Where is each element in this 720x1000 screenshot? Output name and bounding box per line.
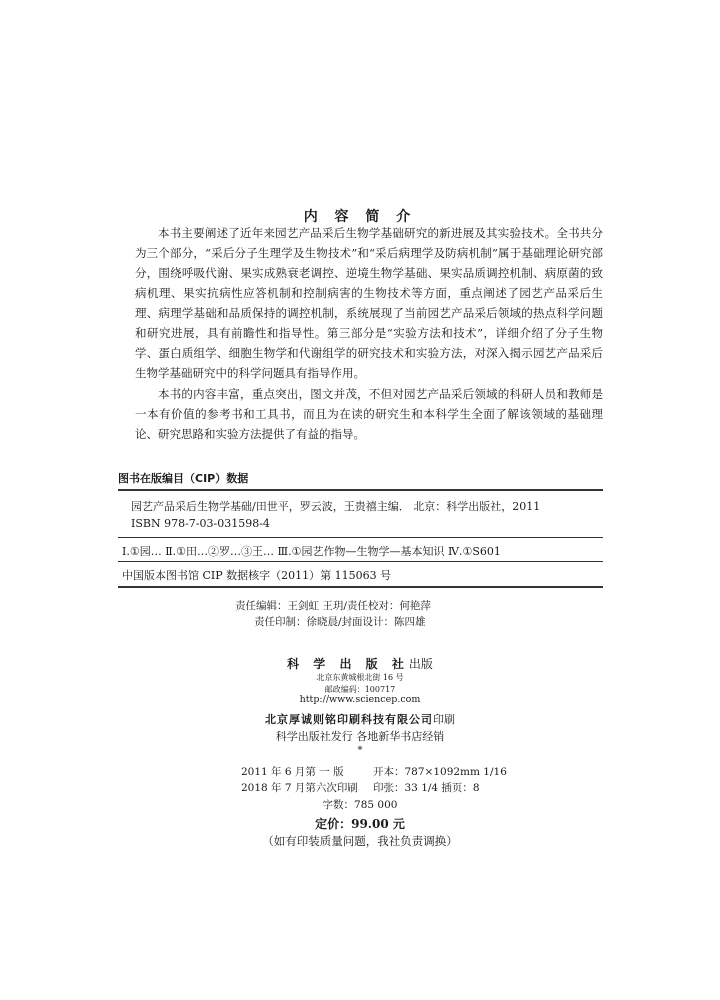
cip-library-note: 中国版本图书馆 CIP 数据核字（2011）第 115063 号 <box>122 569 392 582</box>
word-count: 字数：785 000 <box>322 799 398 811</box>
cip-isbn: ISBN 978-7-03-031598-4 <box>131 517 270 530</box>
summary-paragraph-2: 本书的内容丰富，重点突出，图文并茂，不但对园艺产品采后领域的科研人员和教师是一本有价值的参考书和工具书，而且为在读的研究生和本科学生全面了解该领域的基础理论、研究思路和实验方法提供了有益的指导。 <box>135 387 603 441</box>
cip-bottom-rule <box>118 586 603 588</box>
price: 定价：99.00 元 <box>315 817 405 831</box>
sheets-info: 印张：33 1/4 插页：8 <box>373 782 480 794</box>
summary-heading: 内 容 简 介 <box>303 209 417 225</box>
cip-lower-rule <box>118 561 603 562</box>
publisher-line <box>0 655 720 672</box>
publisher-suffix: 出版 <box>408 657 433 671</box>
cip-middle-rule <box>118 537 603 538</box>
cip-title: 图书在版编目（CIP）数据 <box>118 472 249 485</box>
edition-info: 2011 年 6 月第 一 版 <box>241 766 344 778</box>
publisher-name: 科 学 出 版 社 <box>287 657 409 671</box>
publisher-postcode: 邮政编码：100717 <box>324 685 396 694</box>
printer-name: 北京厚诚则铭印刷科技有限公司 <box>265 713 433 726</box>
printing-info: 2018 年 7 月第六次印刷 <box>241 782 358 794</box>
publisher-website: http://www.sciencep.com <box>299 694 421 705</box>
cip-classification: Ⅰ.①园… Ⅱ.①田…②罗…③王… Ⅲ.①园艺作物—生物学—基本知识 Ⅳ.①S601 <box>122 545 501 558</box>
format-info: 开本：787×1092mm 1/16 <box>373 766 507 778</box>
printer-suffix: 印刷 <box>433 713 455 726</box>
cip-bibliographic-line: 园艺产品采后生物学基础/田世平，罗云波，王贵禧主编． 北京：科学出版社，2011 <box>131 500 541 513</box>
credits-production-line: 责任印制：徐晓晨/封面设计：陈四雄 <box>254 616 426 628</box>
separator-star: * <box>357 745 363 756</box>
credits-editor-line: 责任编辑：王剑虹 王玥/责任校对：何艳萍 <box>235 600 431 612</box>
printer-line <box>0 711 720 727</box>
distribution-line: 科学出版社发行 各地新华书店经销 <box>275 730 445 743</box>
cip-top-rule <box>118 489 603 491</box>
publisher-address: 北京东黄城根北街 16 号 <box>316 673 404 682</box>
quality-note: （如有印装质量问题，我社负责调换） <box>262 834 458 848</box>
summary-paragraph-1: 本书主要阐述了近年来园艺产品采后生物学基础研究的新进展及其实验技术。全书共分为三个部分，“采后分子生理学及生物技术”和“采后病理学及防病机制”属于基础理论研究部分，围绕呼吸代谢、果实成熟衰老调控、逆境生物学基础、果实品质调控机制、病原菌的致病机理、果实抗病性应答机制和控制病害的生物技术等方面，重点阐述了园艺产品采后生理、病理学基础和品质保持的调控机制，系统展现了当前园艺产品采后领域的热点科学问题和研究进展，具有前瞻性和指导性。第三部分是“实验方法和技术”，详细介绍了分子生物学、蛋白质组学、细胞生物学和代谢组学的研究技术和实验方法，对深入揭示园艺产品采后生物学基础研究中的科学问题具有指导作用。 <box>135 226 603 380</box>
